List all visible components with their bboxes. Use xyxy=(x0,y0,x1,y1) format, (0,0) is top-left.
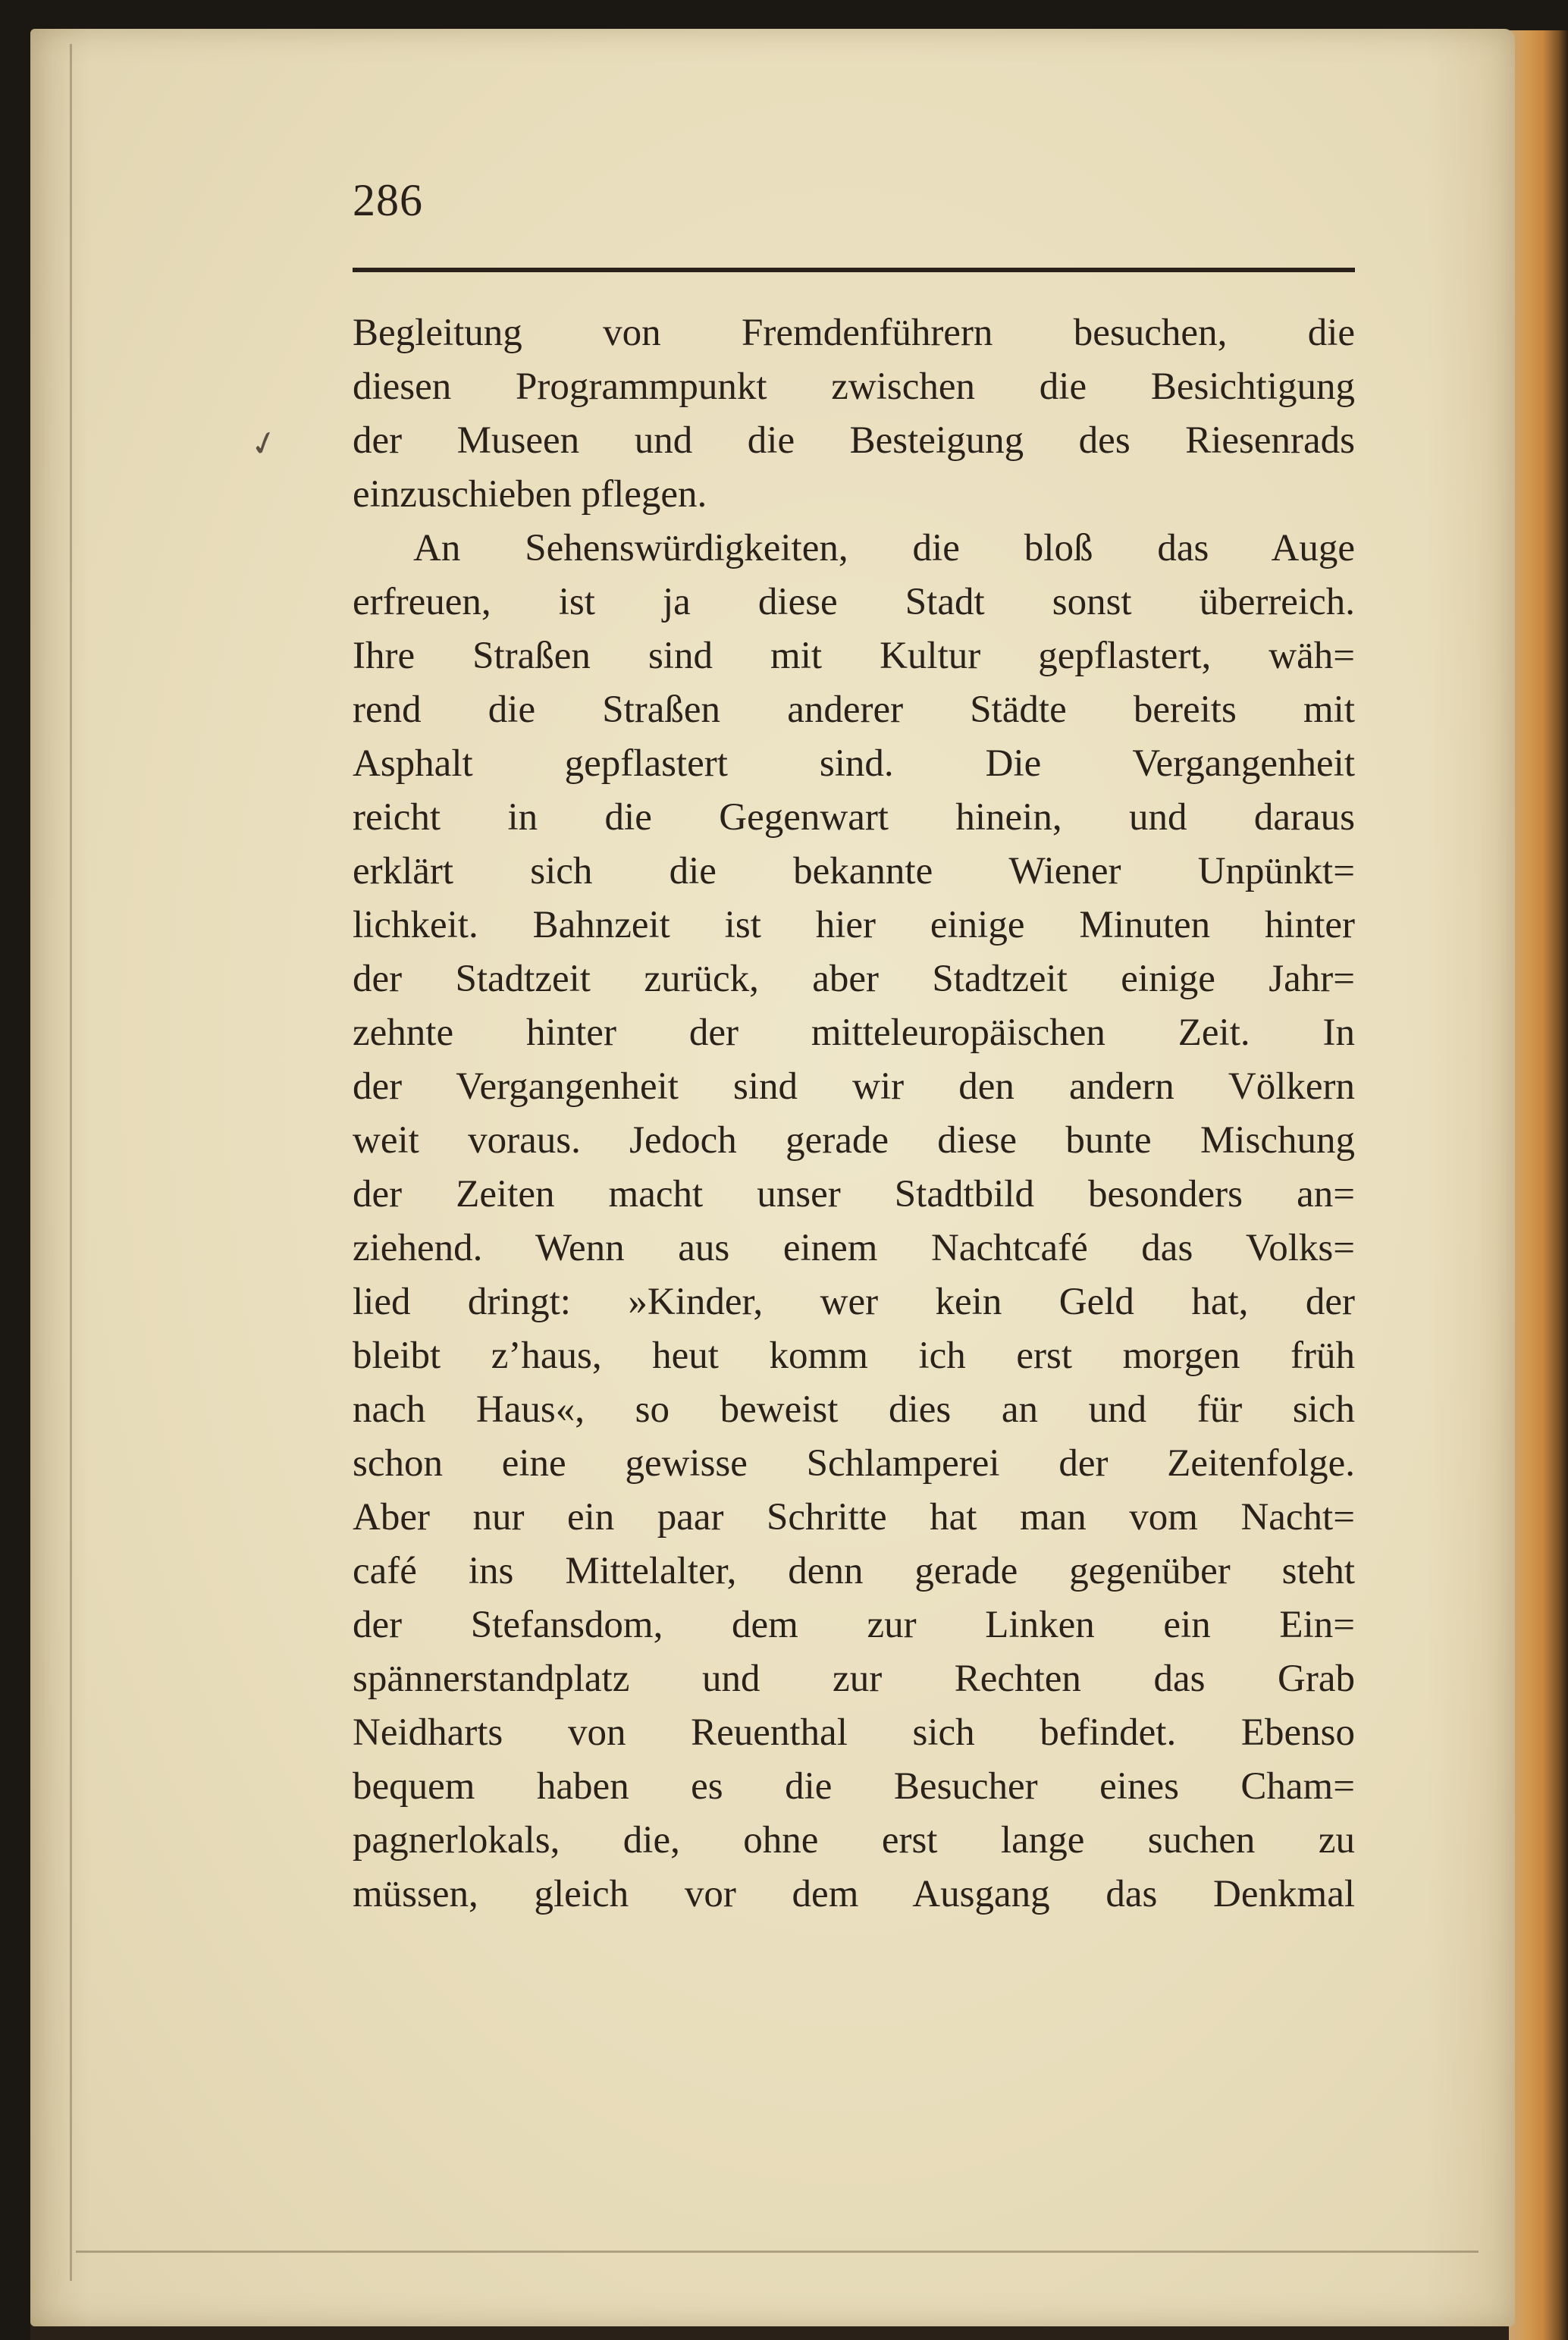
text-line: zehnte hinter der mitteleuropäischen Zeit. In xyxy=(353,1012,1355,1054)
gutter-fold-line xyxy=(70,44,72,2281)
page-number: 286 xyxy=(353,175,423,225)
text-line: diesen Programmpunkt zwischen die Besichtigung xyxy=(353,365,1355,408)
text-line: bequem haben es die Besucher eines Cham= xyxy=(353,1765,1355,1808)
text-line: Ihre Straßen sind mit Kultur gepflastert, wäh= xyxy=(353,635,1355,677)
page-bottom-edge xyxy=(76,2251,1479,2253)
text-line: pagnerlokals, die, ohne erst lange suchen zu xyxy=(353,1819,1355,1862)
text-line: der Stefansdom, dem zur Linken ein Ein= xyxy=(353,1604,1355,1646)
text-line: müssen, gleich vor dem Ausgang das Denkmal xyxy=(353,1873,1355,1915)
header-rule xyxy=(353,268,1355,272)
text-line: der Stadtzeit zurück, aber Stadtzeit einige Jahr= xyxy=(353,958,1355,1000)
text-line: bleibt z’haus, heut komm ich erst morgen früh xyxy=(353,1335,1355,1377)
text-line: Asphalt gepflastert sind. Die Vergangenheit xyxy=(353,742,1355,785)
text-line: schon eine gewisse Schlamperei der Zeitenfolge. xyxy=(353,1442,1355,1485)
text-line: lichkeit. Bahnzeit ist hier einige Minuten hinter xyxy=(353,904,1355,946)
text-line: An Sehenswürdigkeiten, die bloß das Auge xyxy=(413,527,1355,569)
text-line: erklärt sich die bekannte Wiener Unpünkt= xyxy=(353,850,1355,892)
text-line: der Zeiten macht unser Stadtbild besonders an= xyxy=(353,1173,1355,1215)
text-line: erfreuen, ist ja diese Stadt sonst überreich. xyxy=(353,581,1355,623)
text-line: ziehend. Wenn aus einem Nachtcafé das Volks= xyxy=(353,1227,1355,1269)
text-line: Begleitung von Fremdenführern besuchen, die xyxy=(353,312,1355,354)
text-line: reicht in die Gegenwart hinein, und daraus xyxy=(353,796,1355,839)
text-line: Neidharts von Reuenthal sich befindet. Ebenso xyxy=(353,1711,1355,1754)
text-line: nach Haus«, so beweist dies an und für sich xyxy=(353,1388,1355,1431)
text-line: spännerstandplatz und zur Rechten das Grab xyxy=(353,1658,1355,1700)
pencil-check-mark-icon: ✓ xyxy=(246,422,283,466)
text-line: weit voraus. Jedoch gerade diese bunte Mischung xyxy=(353,1119,1355,1162)
text-line: der Museen und die Besteigung des Riesenrads xyxy=(353,419,1355,462)
text-line: café ins Mittelalter, denn gerade gegenüber steht xyxy=(353,1550,1355,1592)
text-line: rend die Straßen anderer Städte bereits mit xyxy=(353,689,1355,731)
text-line: einzuschieben pflegen. xyxy=(353,473,707,516)
text-line: lied dringt: »Kinder, wer kein Geld hat, der xyxy=(353,1281,1355,1323)
body-text xyxy=(353,306,1355,1921)
text-line: Aber nur ein paar Schritte hat man vom Nacht= xyxy=(353,1496,1355,1539)
text-line: der Vergangenheit sind wir den andern Völkern xyxy=(353,1065,1355,1108)
